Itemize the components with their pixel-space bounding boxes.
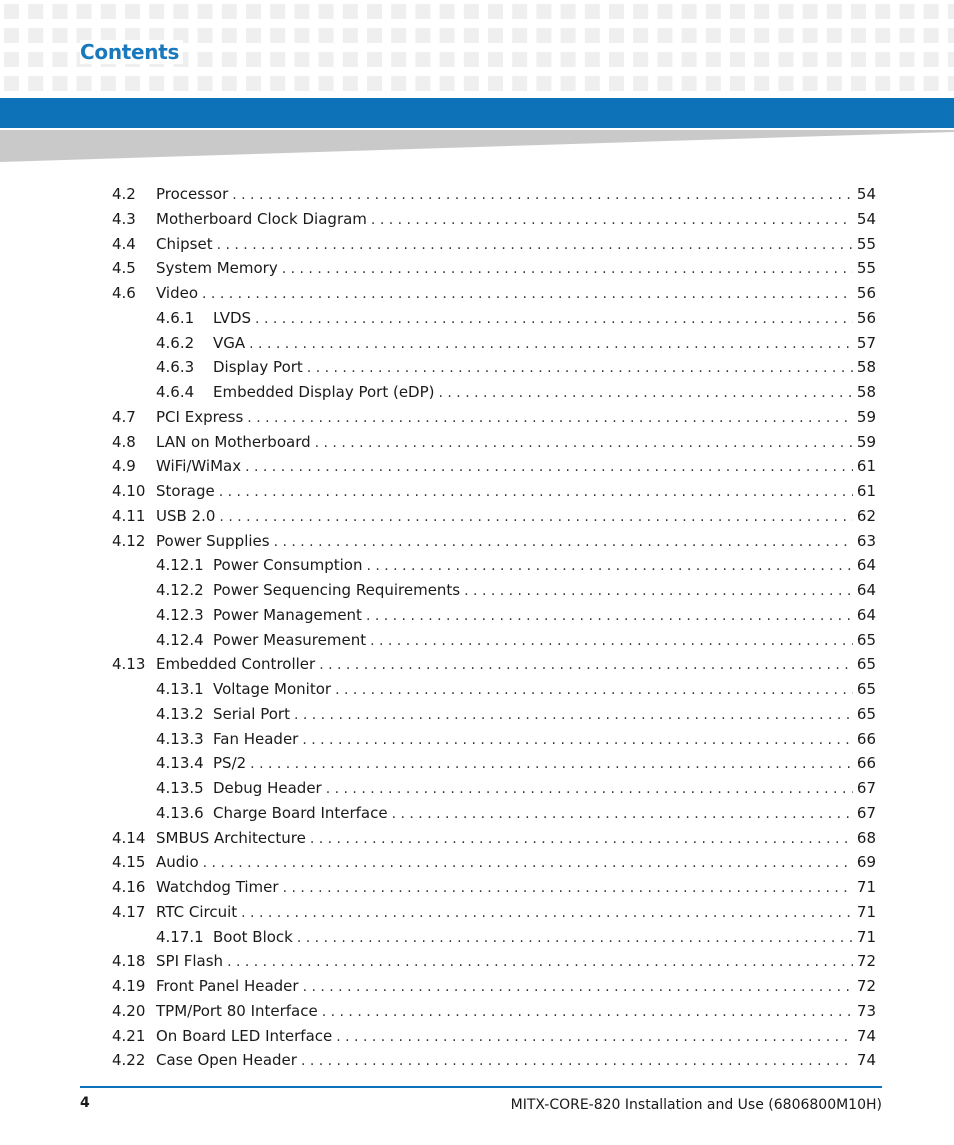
toc-number: 4.12.1 — [156, 556, 204, 575]
toc-page-number[interactable]: 63 — [856, 531, 876, 550]
toc-page-number[interactable]: 71 — [856, 878, 876, 896]
toc-label[interactable]: Power Sequencing Requirements — [213, 581, 461, 599]
toc-page-number[interactable]: 59 — [856, 407, 876, 426]
toc-dot-leader — [219, 480, 853, 505]
toc-label[interactable]: USB 2.0 — [156, 506, 216, 525]
toc-entry[interactable] — [112, 529, 876, 554]
toc-page-number[interactable]: 74 — [856, 1026, 876, 1045]
toc-entry[interactable] — [112, 256, 876, 281]
toc-entry[interactable] — [112, 355, 876, 380]
toc-number: 4.12 — [112, 531, 146, 550]
toc-dot-leader — [303, 975, 853, 1000]
toc-dot-leader — [245, 455, 853, 480]
toc-number: 4.12.4 — [156, 630, 204, 649]
toc-page-number[interactable]: 69 — [856, 853, 876, 872]
toc-label[interactable]: Audio — [156, 853, 199, 872]
toc-dot-leader — [282, 257, 853, 282]
toc-label[interactable]: PCI Express — [156, 407, 244, 426]
toc-number: 4.12.3 — [156, 605, 204, 624]
toc-dot-leader — [241, 901, 853, 926]
toc-number: 4.17 — [112, 902, 146, 921]
toc-entry[interactable] — [112, 628, 876, 653]
toc-number: 4.13.2 — [156, 704, 204, 723]
toc-label[interactable]: Motherboard Clock Diagram — [156, 209, 367, 228]
toc-entry[interactable] — [112, 949, 876, 974]
toc-entry[interactable] — [112, 702, 876, 727]
toc-entry[interactable] — [112, 430, 876, 455]
toc-entry[interactable] — [112, 182, 876, 207]
toc-label[interactable]: RTC Circuit — [156, 902, 238, 921]
toc-entry[interactable] — [112, 1024, 876, 1049]
toc-number: 4.6.1 — [156, 308, 195, 327]
toc-label[interactable]: WiFi/WiMax — [156, 457, 242, 476]
toc-dot-leader — [310, 827, 853, 852]
toc-entry[interactable] — [112, 727, 876, 752]
toc-page-number[interactable]: 67 — [856, 779, 876, 797]
toc-dot-leader — [232, 183, 853, 208]
table-of-contents — [112, 182, 876, 1073]
toc-entry[interactable] — [112, 479, 876, 504]
toc-label[interactable]: Display Port — [213, 358, 303, 377]
toc-entry[interactable] — [112, 578, 876, 603]
toc-label[interactable]: System Memory — [156, 259, 278, 278]
toc-number: 4.16 — [112, 878, 146, 896]
toc-entry[interactable] — [112, 776, 876, 801]
toc-number: 4.8 — [112, 432, 136, 451]
toc-entry[interactable] — [112, 1048, 876, 1073]
toc-label[interactable]: Watchdog Timer — [156, 878, 279, 896]
toc-number: 4.18 — [112, 952, 146, 971]
toc-page-number[interactable]: 74 — [856, 1051, 876, 1070]
toc-number: 4.14 — [112, 828, 146, 847]
toc-page-number[interactable]: 66 — [856, 729, 876, 748]
page-title: Contents — [80, 40, 183, 64]
toc-label[interactable]: Case Open Header — [156, 1051, 297, 1070]
toc-label[interactable]: LAN on Motherboard — [156, 432, 311, 451]
toc-dot-leader — [439, 381, 853, 406]
toc-page-number[interactable]: 54 — [856, 209, 876, 228]
toc-dot-leader — [297, 926, 853, 951]
toc-dot-leader — [294, 703, 853, 728]
toc-dot-leader — [249, 332, 853, 357]
toc-dot-leader — [203, 851, 853, 876]
toc-number: 4.6 — [112, 284, 136, 302]
toc-number: 4.2 — [112, 185, 136, 203]
toc-number: 4.11 — [112, 506, 146, 525]
toc-number: 4.7 — [112, 407, 136, 426]
toc-number: 4.4 — [112, 234, 136, 253]
toc-entry[interactable] — [112, 504, 876, 529]
toc-number: 4.13.5 — [156, 779, 204, 797]
toc-dot-leader — [217, 233, 853, 258]
toc-entry[interactable] — [112, 306, 876, 331]
toc-label[interactable]: Power Supplies — [156, 531, 270, 550]
toc-page-number[interactable]: 59 — [856, 432, 876, 451]
toc-dot-leader — [283, 876, 853, 901]
footer-document-title: MITX-CORE-820 Installation and Use (6806800M10H) — [510, 1097, 882, 1113]
toc-dot-leader — [370, 629, 853, 654]
toc-number: 4.15 — [112, 853, 146, 872]
toc-label[interactable]: Storage — [156, 482, 215, 500]
toc-page-number[interactable]: 64 — [856, 556, 876, 575]
toc-entry[interactable] — [112, 751, 876, 776]
toc-page-number[interactable]: 54 — [856, 185, 876, 203]
toc-number: 4.12.2 — [156, 581, 204, 599]
toc-dot-leader — [227, 950, 853, 975]
toc-number: 4.13.6 — [156, 803, 204, 822]
toc-entry[interactable] — [112, 603, 876, 628]
toc-label[interactable]: TPM/Port 80 Interface — [156, 1001, 318, 1020]
toc-label[interactable]: Video — [156, 284, 199, 302]
toc-label[interactable]: Embedded Display Port (eDP) — [213, 383, 435, 401]
footer-divider — [80, 1086, 882, 1088]
toc-label[interactable]: VGA — [213, 333, 246, 352]
toc-dot-leader — [274, 530, 853, 555]
toc-entry[interactable] — [112, 925, 876, 950]
toc-page-number[interactable]: 64 — [856, 581, 876, 599]
toc-dot-leader — [301, 1049, 853, 1074]
toc-number: 4.17.1 — [156, 927, 204, 946]
toc-label[interactable]: SMBUS Architecture — [156, 828, 306, 847]
toc-entry[interactable] — [112, 801, 876, 826]
toc-page-number[interactable]: 71 — [856, 902, 876, 921]
toc-dot-leader — [335, 678, 853, 703]
toc-dot-leader — [255, 307, 853, 332]
toc-page-number[interactable]: 65 — [856, 630, 876, 649]
toc-dot-leader — [326, 777, 853, 802]
toc-page-number[interactable]: 66 — [856, 754, 876, 773]
toc-label[interactable]: Front Panel Header — [156, 977, 299, 995]
toc-entry[interactable] — [112, 850, 876, 875]
toc-page-number[interactable]: 58 — [856, 383, 876, 401]
toc-dot-leader — [250, 752, 853, 777]
toc-number: 4.13 — [112, 655, 146, 674]
toc-page-number[interactable]: 58 — [856, 358, 876, 377]
toc-label[interactable]: LVDS — [213, 308, 252, 327]
header-gray-wedge — [0, 130, 954, 164]
toc-number: 4.6.2 — [156, 333, 195, 352]
footer-page-number: 4 — [80, 1095, 90, 1111]
toc-dot-leader — [371, 208, 853, 233]
toc-label[interactable]: Power Measurement — [213, 630, 367, 649]
toc-page-number[interactable]: 65 — [856, 704, 876, 723]
toc-entry[interactable] — [112, 232, 876, 257]
toc-entry[interactable] — [112, 380, 876, 405]
toc-number: 4.20 — [112, 1001, 146, 1020]
toc-label[interactable]: Debug Header — [213, 779, 322, 797]
toc-dot-leader — [202, 282, 853, 307]
toc-dot-leader — [247, 406, 853, 431]
toc-number: 4.21 — [112, 1026, 146, 1045]
toc-entry[interactable] — [112, 553, 876, 578]
toc-entry[interactable] — [112, 454, 876, 479]
toc-page-number[interactable]: 61 — [856, 482, 876, 500]
toc-entry[interactable] — [112, 652, 876, 677]
toc-dot-leader — [392, 802, 853, 827]
toc-label[interactable]: Processor — [156, 185, 229, 203]
toc-page-number[interactable]: 56 — [856, 284, 876, 302]
header-blue-band — [0, 98, 954, 128]
toc-page-number[interactable]: 62 — [856, 506, 876, 525]
toc-page-number[interactable]: 68 — [856, 828, 876, 847]
toc-number: 4.22 — [112, 1051, 146, 1070]
toc-dot-leader — [302, 728, 853, 753]
toc-page-number[interactable]: 61 — [856, 457, 876, 476]
toc-label[interactable]: Power Management — [213, 605, 362, 624]
toc-dot-leader — [322, 1000, 853, 1025]
toc-number: 4.3 — [112, 209, 136, 228]
toc-page-number[interactable]: 56 — [856, 308, 876, 327]
toc-entry[interactable] — [112, 999, 876, 1024]
toc-label[interactable]: Charge Board Interface — [213, 803, 388, 822]
toc-dot-leader — [336, 1025, 853, 1050]
toc-entry[interactable] — [112, 331, 876, 356]
toc-label[interactable]: PS/2 — [213, 754, 247, 773]
toc-number: 4.6.4 — [156, 383, 195, 401]
toc-page-number[interactable]: 65 — [856, 680, 876, 698]
toc-dot-leader — [366, 554, 852, 579]
toc-dot-leader — [464, 579, 853, 604]
toc-page-number[interactable]: 72 — [856, 977, 876, 995]
toc-number: 4.13.3 — [156, 729, 204, 748]
toc-number: 4.13.1 — [156, 680, 204, 698]
toc-number: 4.9 — [112, 457, 136, 476]
toc-label[interactable]: Voltage Monitor — [213, 680, 332, 698]
toc-label[interactable]: Embedded Controller — [156, 655, 316, 674]
toc-entry[interactable] — [112, 900, 876, 925]
toc-dot-leader — [219, 505, 852, 530]
toc-label[interactable]: Power Consumption — [213, 556, 363, 575]
toc-entry[interactable] — [112, 875, 876, 900]
toc-label[interactable]: Serial Port — [213, 704, 290, 723]
toc-page-number[interactable]: 71 — [856, 927, 876, 946]
toc-entry[interactable] — [112, 207, 876, 232]
toc-dot-leader — [315, 431, 853, 456]
toc-label[interactable]: Chipset — [156, 234, 213, 253]
toc-dot-leader — [366, 604, 853, 629]
toc-number: 4.5 — [112, 259, 136, 278]
toc-page-number[interactable]: 55 — [856, 259, 876, 278]
toc-dot-leader — [307, 356, 853, 381]
toc-number: 4.6.3 — [156, 358, 195, 377]
toc-number: 4.19 — [112, 977, 146, 995]
toc-page-number[interactable]: 72 — [856, 952, 876, 971]
toc-entry[interactable] — [112, 826, 876, 851]
toc-page-number[interactable]: 64 — [856, 605, 876, 624]
toc-page-number[interactable]: 65 — [856, 655, 876, 674]
toc-page-number[interactable]: 67 — [856, 803, 876, 822]
toc-entry[interactable] — [112, 677, 876, 702]
toc-label[interactable]: Fan Header — [213, 729, 299, 748]
toc-number: 4.10 — [112, 482, 146, 500]
toc-page-number[interactable]: 73 — [856, 1001, 876, 1020]
toc-entry[interactable] — [112, 281, 876, 306]
toc-page-number[interactable]: 55 — [856, 234, 876, 253]
toc-label[interactable]: SPI Flash — [156, 952, 224, 971]
toc-dot-leader — [319, 653, 853, 678]
toc-label[interactable]: Boot Block — [213, 927, 293, 946]
toc-number: 4.13.4 — [156, 754, 204, 773]
toc-entry[interactable] — [112, 974, 876, 999]
toc-page-number[interactable]: 57 — [856, 333, 876, 352]
toc-label[interactable]: On Board LED Interface — [156, 1026, 333, 1045]
toc-entry[interactable] — [112, 405, 876, 430]
